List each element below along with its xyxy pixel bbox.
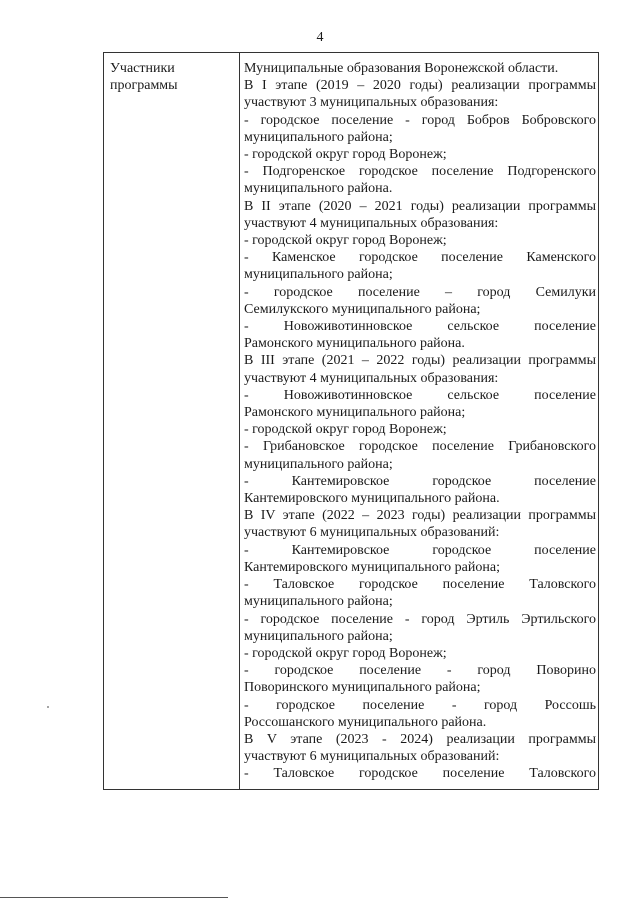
content-line: муниципального района. — [244, 181, 393, 197]
content-line: муниципального района; — [244, 594, 393, 610]
content-line: Россошанского муниципального района. — [244, 714, 487, 730]
content-line: участвуют 6 муниципальных образований: — [244, 525, 500, 541]
content-line: участвуют 3 муниципальных образования: — [244, 95, 499, 111]
content-line: - городское поселение - город Бобров Бобровского — [244, 112, 596, 128]
content-line: - городское поселение – город Семилуки — [244, 284, 596, 300]
content-line: Семилукского муниципального района; — [244, 301, 481, 317]
content-line: - Таловское городское поселение Таловского — [244, 766, 596, 782]
content-line: - городское поселение - город Россошь — [244, 697, 596, 713]
content-line: Поворинского муниципального района; — [244, 680, 481, 696]
label-line: программы — [110, 78, 178, 93]
content-line: - Грибановское городское поселение Грибановского — [244, 439, 596, 455]
content-line: - Новоживотинновское сельское поселение — [244, 387, 596, 403]
content-line: муниципального района; — [244, 456, 393, 472]
label-line: Участники — [110, 61, 175, 76]
content-line: участвуют 4 муниципальных образования: — [244, 215, 499, 231]
content-line: - городской округ город Воронеж; — [244, 422, 447, 438]
content-line: - городское поселение - город Эртиль Эртильского — [244, 611, 596, 627]
scan-artifact-dot — [47, 706, 49, 708]
content-line: - Новоживотинновское сельское поселение — [244, 319, 596, 335]
page-number: 4 — [316, 30, 324, 45]
content-line: - городской округ город Воронеж; — [244, 147, 447, 163]
content-line: участвуют 6 муниципальных образований: — [244, 749, 500, 765]
content-line: В II этапе (2020 – 2021 годы) реализации программы — [244, 198, 596, 214]
content-cell — [244, 60, 596, 783]
column-divider — [239, 53, 240, 789]
content-line: - Каменское городское поселение Каменского — [244, 250, 596, 266]
program-participants-table — [103, 52, 599, 790]
content-line: - Кантемировское городское поселение — [244, 473, 596, 489]
content-line: Рамонского муниципального района; — [244, 405, 466, 421]
scan-artifact-line — [0, 897, 228, 898]
content-line: В V этапе (2023 - 2024) реализации программы — [244, 731, 596, 747]
content-line: - Кантемировское городское поселение — [244, 542, 596, 558]
content-line: муниципального района; — [244, 267, 393, 283]
content-line: участвуют 4 муниципальных образования: — [244, 370, 499, 386]
content-line: Муниципальные образования Воронежской области. — [244, 61, 559, 76]
label-cell — [110, 60, 235, 94]
content-line: В I этапе (2019 – 2020 годы) реализации программы — [244, 78, 596, 94]
content-line: Рамонского муниципального района. — [244, 336, 465, 352]
content-line: - городской округ город Воронеж; — [244, 645, 447, 661]
content-line: В IV этапе (2022 – 2023 годы) реализации программы — [244, 508, 596, 524]
content-line: - Таловское городское поселение Таловского — [244, 577, 596, 593]
content-line: - городской округ город Воронеж; — [244, 233, 447, 249]
content-line: муниципального района; — [244, 628, 393, 644]
content-line: муниципального района; — [244, 129, 393, 145]
content-line: Кантемировского муниципального района. — [244, 491, 500, 507]
content-line: В III этапе (2021 – 2022 годы) реализации программы — [244, 353, 596, 369]
content-line: - городское поселение - город Поворино — [244, 663, 596, 679]
content-line: Кантемировского муниципального района; — [244, 559, 500, 575]
content-line: - Подгоренское городское поселение Подгоренского — [244, 164, 596, 180]
